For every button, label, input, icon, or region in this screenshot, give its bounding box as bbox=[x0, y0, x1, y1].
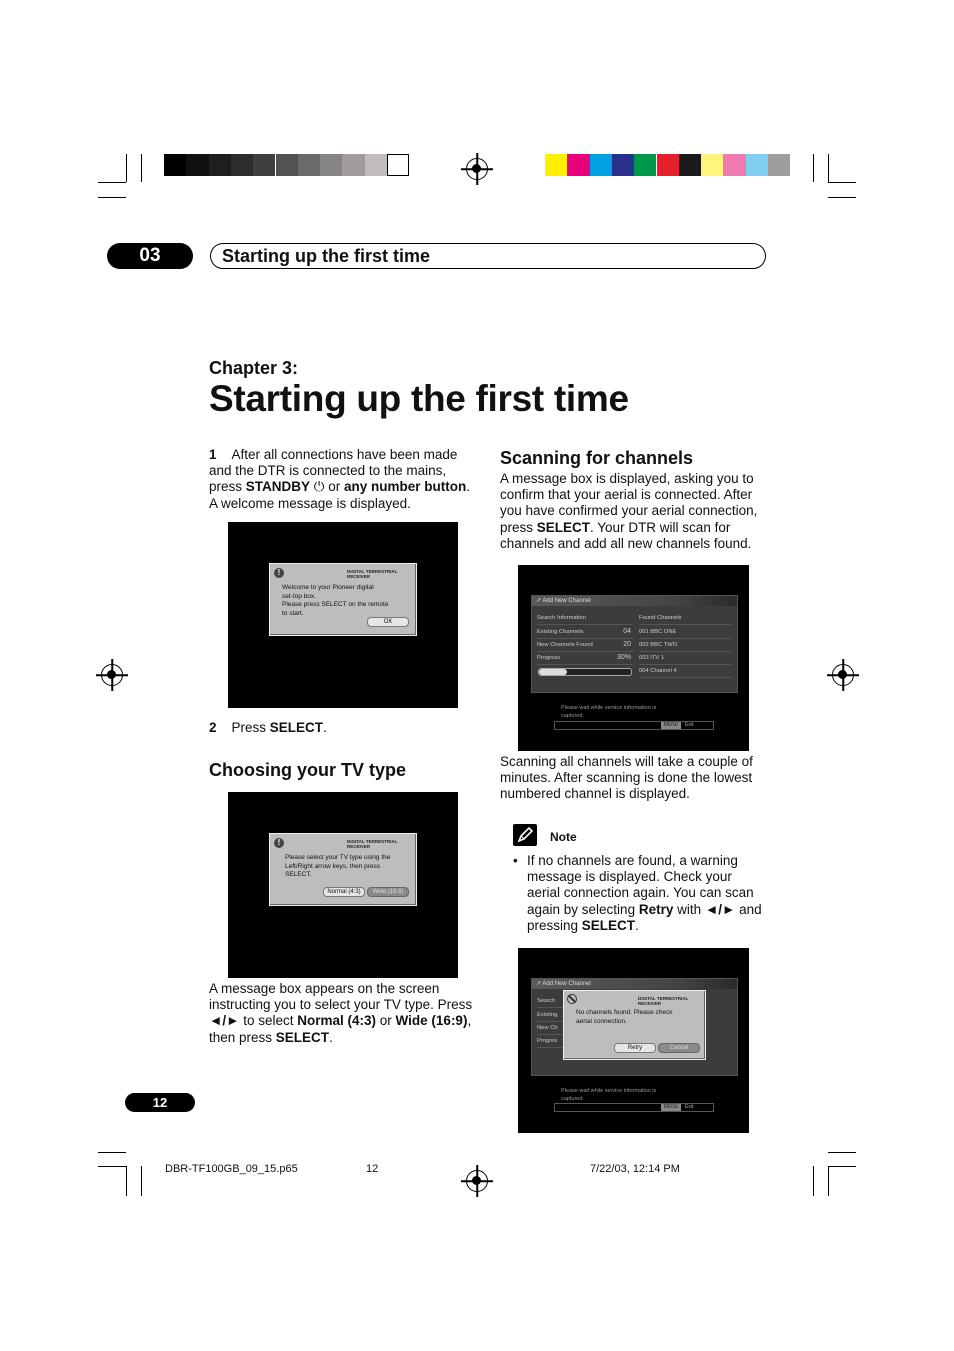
status-bar bbox=[554, 1103, 714, 1112]
color-swatch bbox=[567, 154, 589, 176]
registration-mark-icon bbox=[466, 158, 488, 180]
normal-4-3-button[interactable]: Normal (4:3) bbox=[323, 887, 365, 897]
color-swatch bbox=[387, 154, 409, 176]
crop-mark bbox=[98, 197, 126, 198]
registration-mark-icon bbox=[101, 664, 123, 686]
footer-filename: DBR-TF100GB_09_15.p65 bbox=[165, 1163, 298, 1175]
crop-mark bbox=[813, 154, 814, 182]
color-swatch bbox=[657, 154, 679, 176]
color-swatch bbox=[590, 154, 612, 176]
progress-bar bbox=[538, 668, 632, 676]
exit-key[interactable]: Exit bbox=[685, 722, 694, 728]
crop-mark bbox=[828, 182, 856, 183]
channel-list-item[interactable]: 003 ITV 1 bbox=[639, 652, 732, 665]
satellite-icon: ↗ bbox=[536, 981, 542, 987]
color-swatch bbox=[298, 154, 320, 176]
wide-16-9-button[interactable]: Wide (16:9) bbox=[367, 887, 409, 897]
channel-list-item[interactable]: 004 Channel 4 bbox=[639, 665, 732, 678]
add-channel-panel bbox=[531, 595, 738, 693]
menu-key[interactable]: MENU bbox=[661, 1104, 681, 1111]
progress-fill bbox=[539, 669, 567, 675]
retry-button[interactable]: Retry bbox=[614, 1043, 656, 1053]
scanning-heading: Scanning for channels bbox=[500, 448, 694, 468]
registration-mark-icon bbox=[832, 664, 854, 686]
new-channels-row: New Channels Found 20 bbox=[537, 639, 633, 652]
menu-key[interactable]: MENU bbox=[661, 722, 681, 729]
ok-button[interactable]: OK bbox=[367, 617, 409, 627]
crop-mark bbox=[98, 1152, 126, 1153]
bg-label: New Ch bbox=[537, 1022, 565, 1035]
color-swatch bbox=[723, 154, 745, 176]
scan-screen-image bbox=[518, 565, 749, 751]
tv-type-paragraph: A message box appears on the screen instructing you to select your TV type. Press ◄/► to select Normal (4:3) or Wide (16:9), then press SELECT. bbox=[209, 981, 473, 1045]
crop-mark bbox=[126, 154, 127, 182]
color-swatch bbox=[365, 154, 387, 176]
step-number: 1 bbox=[209, 447, 217, 462]
panel-titlebar: ↗ Add New Channel bbox=[532, 596, 737, 606]
brand-label: DIGITAL TERRESTRIAL RECEIVER bbox=[638, 996, 689, 1006]
crop-mark bbox=[98, 1166, 126, 1167]
found-channels-header: Found Channels bbox=[639, 612, 732, 625]
crop-mark bbox=[828, 1152, 856, 1153]
welcome-screen-image bbox=[228, 522, 458, 708]
welcome-dialog bbox=[269, 563, 417, 636]
panel-titlebar: ↗ Add New Channel bbox=[532, 979, 737, 989]
page-title: Starting up the first time bbox=[209, 378, 629, 419]
step-1-paragraph: 1 After all connections have been made and the DTR is connected to the mains, press STANDBY ⏻ or any number button. A welcome message is displayed. bbox=[209, 447, 471, 511]
no-channels-screen-image bbox=[518, 948, 749, 1133]
search-info-header: Search Information bbox=[537, 612, 633, 625]
crop-mark bbox=[813, 1166, 814, 1196]
channel-list-item[interactable]: 001 BBC ONE bbox=[639, 626, 732, 639]
prohibited-icon bbox=[567, 994, 577, 1004]
crop-mark bbox=[828, 1166, 856, 1167]
no-channels-message: No channels found. Please check aerial connection. bbox=[576, 1009, 673, 1025]
scan-after-paragraph: Scanning all channels will take a couple of minutes. After scanning is done the lowest numbered channel is displayed. bbox=[500, 754, 753, 802]
note-pencil-icon bbox=[513, 824, 537, 846]
status-bar bbox=[554, 721, 714, 730]
no-channels-dialog bbox=[563, 990, 706, 1060]
color-swatch bbox=[231, 154, 253, 176]
exit-key[interactable]: Exit bbox=[685, 1104, 694, 1110]
color-swatch bbox=[701, 154, 723, 176]
wait-message: Please wait while service information is captured. bbox=[561, 705, 657, 719]
crop-mark bbox=[828, 154, 829, 182]
exclamation-icon: ! bbox=[274, 838, 284, 848]
color-swatch bbox=[612, 154, 634, 176]
color-swatch bbox=[276, 154, 298, 176]
crop-mark bbox=[126, 1166, 127, 1196]
page-number-badge: 12 bbox=[125, 1093, 195, 1112]
note-title: Note bbox=[550, 830, 577, 844]
color-swatch bbox=[164, 154, 186, 176]
chapter-number-badge: 03 bbox=[107, 243, 193, 269]
color-swatch bbox=[634, 154, 656, 176]
brand-label: DIGITAL TERRESTRIAL RECEIVER bbox=[347, 839, 398, 849]
brand-label: DIGITAL TERRESTRIAL RECEIVER bbox=[347, 569, 398, 579]
color-swatch bbox=[545, 154, 567, 176]
power-icon: ⏻ bbox=[313, 479, 325, 495]
progress-row: Progress 30% bbox=[537, 652, 633, 665]
color-swatch bbox=[768, 154, 790, 176]
tv-type-message: Please select your TV type using the Left/Right arrow keys, then press SELECT. bbox=[285, 854, 391, 878]
tv-type-screen-image bbox=[228, 792, 458, 978]
crop-mark bbox=[828, 197, 856, 198]
satellite-icon: ↗ bbox=[536, 598, 542, 604]
bg-label: Progres bbox=[537, 1035, 565, 1048]
footer-page: 12 bbox=[366, 1163, 379, 1175]
crop-mark bbox=[98, 182, 126, 183]
wait-message: Please wait while service information is captured. bbox=[561, 1088, 657, 1102]
running-header-title: Starting up the first time bbox=[222, 246, 431, 266]
color-swatch bbox=[342, 154, 364, 176]
footer-date: 7/22/03, 12:14 PM bbox=[590, 1163, 680, 1175]
tv-type-dialog bbox=[269, 833, 417, 906]
registration-mark-icon bbox=[466, 1170, 488, 1192]
color-swatch bbox=[253, 154, 275, 176]
channel-list-item[interactable]: 002 BBC TWO bbox=[639, 639, 732, 652]
color-swatch bbox=[209, 154, 231, 176]
color-swatch bbox=[186, 154, 208, 176]
color-swatch bbox=[746, 154, 768, 176]
color-swatch bbox=[320, 154, 342, 176]
step-2-paragraph: 2 Press SELECT. bbox=[209, 720, 327, 735]
chapter-label: Chapter 3: bbox=[209, 358, 299, 378]
existing-channels-row: Existing Channels 04 bbox=[537, 626, 633, 639]
crop-mark bbox=[141, 154, 142, 182]
bg-label: Search bbox=[537, 995, 565, 1008]
color-swatch bbox=[679, 154, 701, 176]
note-paragraph: If no channels are found, a warning message is displayed. Check your aerial connection again. You can scan again by selecting Retry with ◄/► and pressing SELECT. bbox=[527, 853, 762, 933]
crop-mark bbox=[828, 1166, 829, 1196]
bg-label: Existing bbox=[537, 1009, 565, 1022]
cancel-button[interactable]: Cancel bbox=[658, 1043, 700, 1053]
note-bullet: • bbox=[513, 853, 518, 868]
crop-mark bbox=[141, 1166, 142, 1196]
exclamation-icon: ! bbox=[274, 568, 284, 578]
scanning-paragraph: A message box is displayed, asking you to confirm that your aerial is connected. After you have confirmed your aerial connection, press SELECT. Your DTR will scan for channels and add all new channels found. bbox=[500, 471, 758, 551]
welcome-message: Welcome to your Pioneer digital set-top box. Please press SELECT on the remote to start. bbox=[282, 584, 389, 617]
tv-type-heading: Choosing your TV type bbox=[209, 760, 407, 780]
